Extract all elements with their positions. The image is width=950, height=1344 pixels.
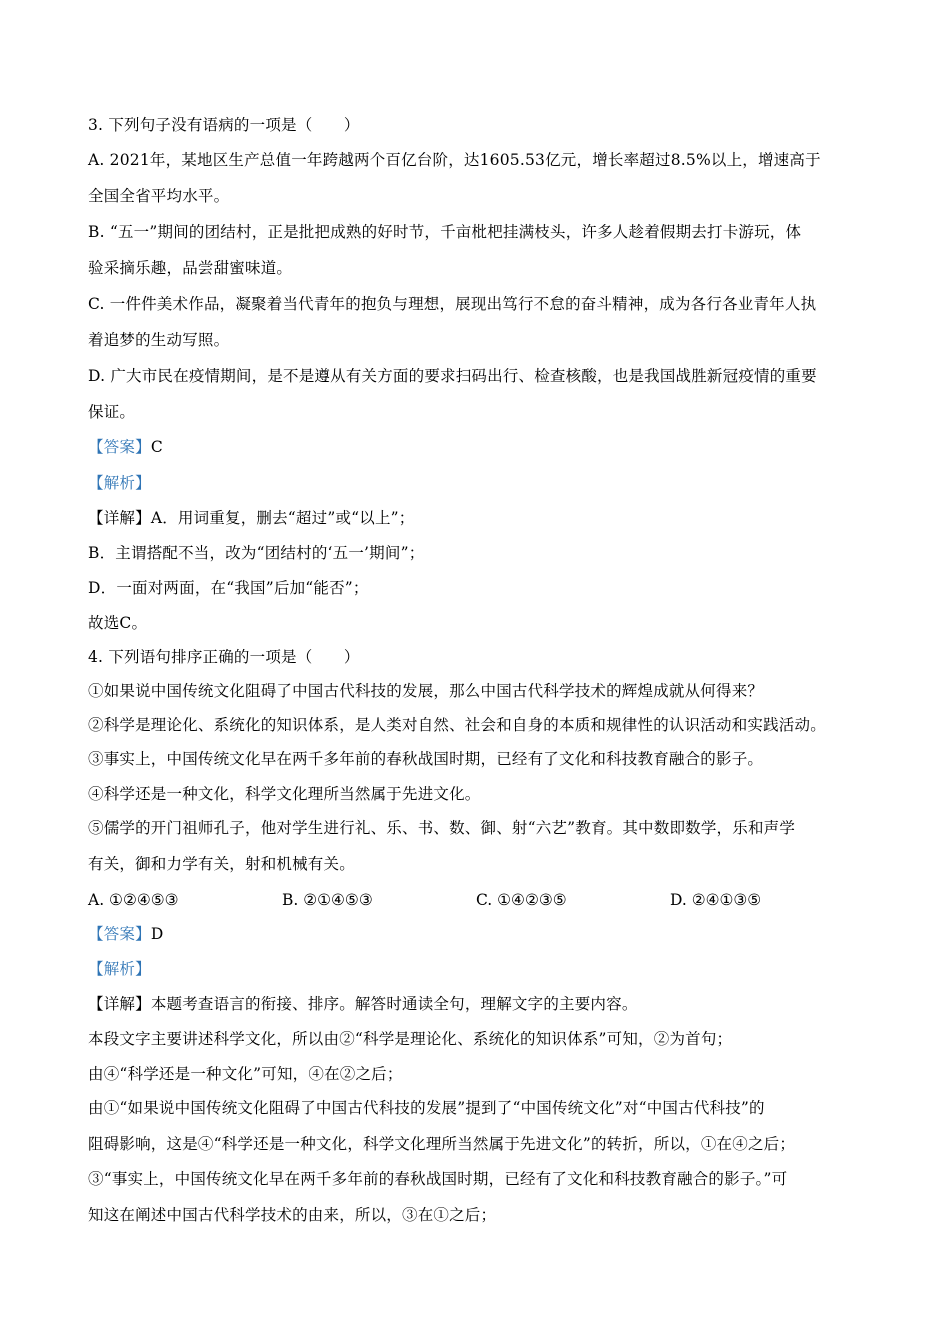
q3-option-d-line1: D. 广大市民在疫情期间，是不是遵从有关方面的要求扫码出行、检查核酸，也是我国战胜新冠疫情的重要 <box>88 367 817 385</box>
q4-sentence-3: ③事实上，中国传统文化早在两千多年前的春秋战国时期，已经有了文化和科技教育融合的影子。 <box>88 750 764 768</box>
q3-option-c-line2: 着追梦的生动写照。 <box>88 331 230 349</box>
q4-detail-5: 阻碍影响，这是④“科学还是一种文化，科学文化理所当然属于先进文化”的转折，所以，①在④之后； <box>88 1135 796 1153</box>
q3-option-b-line2: 验采摘乐趣，品尝甜蜜味道。 <box>88 259 293 277</box>
q4-detail-tag: 【详解】 <box>88 995 151 1013</box>
q4-option-a: A. ①②④⑤③ <box>88 891 179 909</box>
q4-sentence-4: ④科学还是一种文化，科学文化理所当然属于先进文化。 <box>88 785 481 803</box>
q4-option-d: D. ②④①③⑤ <box>670 891 762 909</box>
q4-option-b: B. ②①④⑤③ <box>282 891 373 909</box>
q3-detail-3: D．一面对两面，在“我国”后加“能否”； <box>88 579 369 597</box>
q4-analysis-tag: 【解析】 <box>88 960 151 978</box>
q3-option-b-line1: B. “五一”期间的团结村，正是批把成熟的好时节，千亩枇杷挂满枝头，许多人趁着假期去打卡游玩，体 <box>88 223 802 241</box>
q3-detail-1 <box>88 508 415 528</box>
q4-sentence-1: ①如果说中国传统文化阻碍了中国古代科技的发展，那么中国古代科学技术的辉煌成就从何得来？ <box>88 682 764 700</box>
q3-option-a-line1: A. 2021年，某地区生产总值一年跨越两个百亿台阶，达1605.53亿元，增长率超过8.5%以上，增速高于 <box>88 151 821 169</box>
q3-option-d-line2: 保证。 <box>88 403 136 421</box>
q4-detail-6: ③“事实上，中国传统文化早在两千多年前的春秋战国时期，已经有了文化和科技教育融合的影子。”可 <box>88 1170 788 1188</box>
q4-detail-3: 由④“科学还是一种文化”可知，④在②之后； <box>88 1065 403 1083</box>
q3-option-c-line1: C. 一件件美术作品，凝聚着当代青年的抱负与理想，展现出笃行不怠的奋斗精神，成为各行各业青年人执 <box>88 295 817 313</box>
q3-answer-value: C <box>150 438 163 456</box>
q3-option-a-line2: 全国全省平均水平。 <box>88 187 230 205</box>
q4-answer-value: D <box>150 925 164 943</box>
q4-detail-2: 本段文字主要讲述科学文化，所以由②“科学是理论化、系统化的知识体系”可知，②为首句； <box>88 1030 733 1048</box>
q3-answer <box>88 437 163 457</box>
q3-detail-1-text: A．用词重复，删去“超过”或“以上”； <box>150 509 415 527</box>
q3-detail-tag: 【详解】 <box>88 509 151 527</box>
q4-answer <box>88 924 163 944</box>
q3-answer-tag: 【答案】 <box>88 438 151 456</box>
q3-stem: 3. 下列句子没有语病的一项是（ ） <box>88 116 360 134</box>
q3-detail-2: B．主谓搭配不当，改为“团结村的‘五一’期间”； <box>88 544 425 562</box>
q4-sentence-2: ②科学是理论化、系统化的知识体系，是人类对自然、社会和自身的本质和规律性的认识活动和实践活动。 <box>88 716 826 734</box>
q4-detail-1 <box>88 994 638 1014</box>
q3-detail-4: 故选C。 <box>88 614 148 632</box>
q4-detail-1-text: 本题考查语言的衔接、排序。解答时通读全句，理解文字的主要内容。 <box>150 995 638 1013</box>
q4-stem: 4. 下列语句排序正确的一项是（ ） <box>88 648 360 666</box>
q4-detail-4: 由①“如果说中国传统文化阻碍了中国古代科技的发展”提到了“中国传统文化”对“中国古代科技”的 <box>88 1099 765 1117</box>
q4-sentence-5-line2: 有关，御和力学有关，射和机械有关。 <box>88 855 355 873</box>
q4-answer-tag: 【答案】 <box>88 925 151 943</box>
q4-sentence-5-line1: ⑤儒学的开门祖师孔子，他对学生进行礼、乐、书、数、御、射“六艺”教育。其中数即数学，乐和声学 <box>88 819 796 837</box>
q4-detail-7: 知这在阐述中国古代科学技术的由来，所以，③在①之后； <box>88 1206 497 1224</box>
q3-analysis-tag: 【解析】 <box>88 474 151 492</box>
q4-option-c: C. ①④②③⑤ <box>476 891 567 909</box>
